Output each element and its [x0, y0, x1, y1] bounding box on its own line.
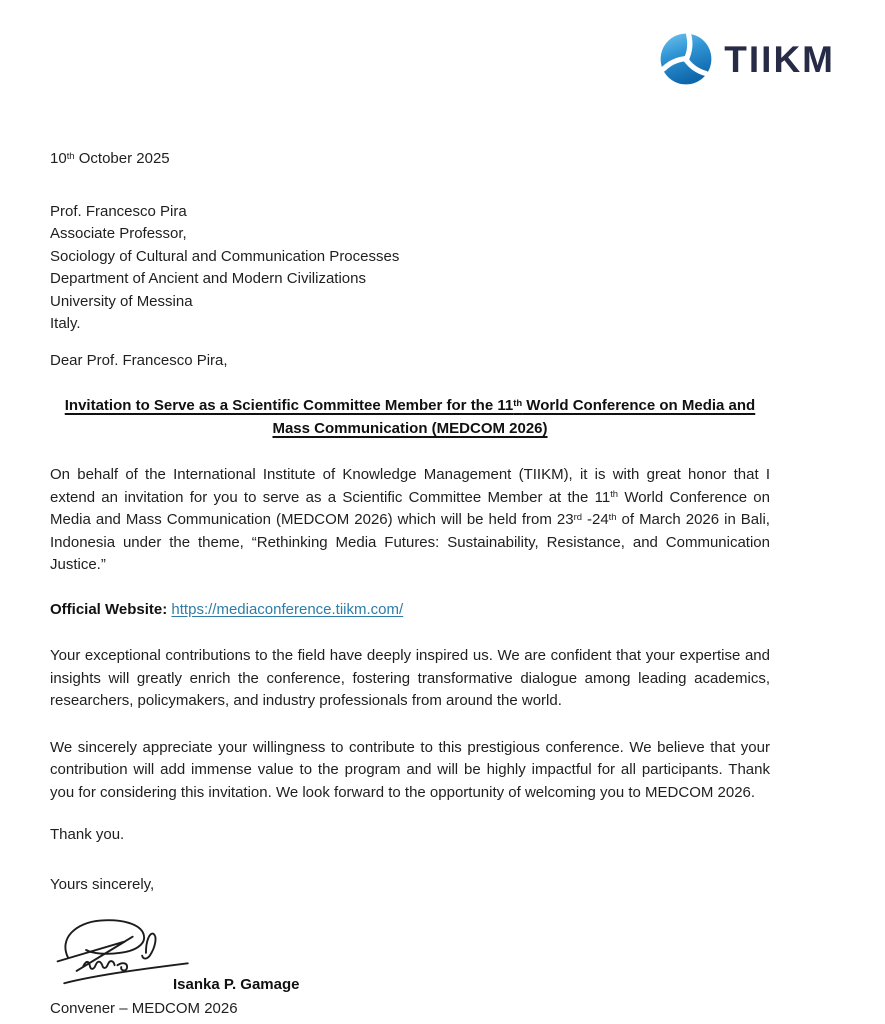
letter-body: [50, 148, 770, 1021]
header: [50, 0, 835, 88]
recipient-address: [50, 201, 770, 336]
tiikm-globe-icon: [658, 31, 714, 87]
p1-d: of March 2026 in Bali, Indonesia under the theme, “Rethinking Media Futures: Sustainability, Resistance, and Communication Justice.”: [50, 511, 770, 573]
website-line: [50, 599, 770, 622]
p1-b: World Conference on Media and Mass Communication (MEDCOM 2026) which will be held from 23: [50, 488, 770, 528]
address-line-name: Prof. Francesco Pira: [50, 202, 187, 220]
subject-part2: World Conference on Media and Mass Communication (MEDCOM 2026): [272, 397, 756, 437]
paragraph-appreciation: We sincerely appreciate your willingness to contribute to this prestigious conference. We believe that your contribution will add immense value to the program and will be highly impactful for all participants. Thank you for considering this invitation. We look forward to the opportunity of welcoming you to MEDCOM 2026.: [50, 738, 770, 801]
website-label: Official Website:: [50, 600, 172, 618]
closing-line: Yours sincerely,: [50, 875, 155, 893]
letter-date: [50, 148, 770, 171]
tiikm-wordmark: TIIKM: [724, 38, 835, 80]
paragraph-contributions: Your exceptional contributions to the field have deeply inspired us. We are confident that your expertise and insights will greatly enrich the conference, fostering transformative dialogue among leading academics, researchers, policymakers, and industry professionals from around the world.: [50, 647, 770, 709]
signer-title: Convener – MEDCOM 2026: [50, 1000, 238, 1017]
p1-c: -24: [581, 511, 609, 528]
subject-part1: Invitation to Serve as a Scientific Committee Member for the 11: [64, 397, 514, 414]
address-line-university: University of Messina: [50, 292, 193, 310]
date-day: 10: [50, 150, 67, 167]
subject-ordinal-suffix: th: [513, 397, 523, 409]
tiikm-logo: [658, 31, 835, 87]
p1-ordinal-11th: th: [610, 489, 619, 501]
address-line-field: Sociology of Cultural and Communication Processes: [50, 247, 400, 265]
thank-you-line: Thank you.: [50, 826, 125, 843]
address-line-department: Department of Ancient and Modern Civilizations: [50, 270, 366, 287]
subject-heading: [50, 394, 770, 440]
date-rest: October 2025: [74, 150, 170, 167]
address-line-country: Italy.: [50, 315, 81, 332]
p1-ordinal-23rd: rd: [573, 511, 582, 523]
p1-a: On behalf of the International Institute of Knowledge Management (TIIKM), it is with great honor that I extend an invitation for you to serve as a Scientific Committee Member at the 11: [50, 466, 770, 506]
signer-name: Isanka P. Gamage: [173, 975, 300, 993]
website-link[interactable]: https://mediaconference.tiikm.com/: [171, 600, 404, 618]
p1-ordinal-24th: th: [608, 511, 617, 523]
address-line-role: Associate Professor,: [50, 225, 187, 242]
date-ordinal-suffix: th: [66, 150, 75, 162]
signature-block: [50, 912, 770, 998]
salutation: Dear Prof. Francesco Pira,: [50, 351, 228, 369]
paragraph-invitation: [50, 464, 770, 577]
